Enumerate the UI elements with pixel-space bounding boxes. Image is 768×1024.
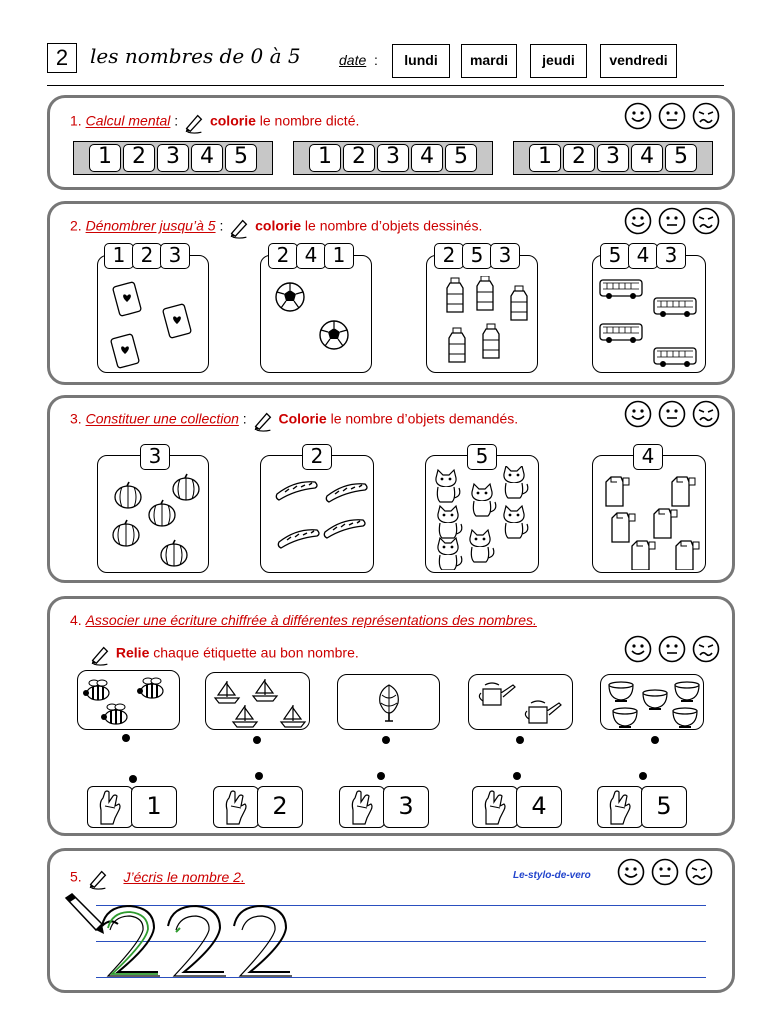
strip-number[interactable]: 2 [563,144,595,172]
hand-card-1 [87,786,177,828]
s1-rest: le nombre dicté. [259,112,360,129]
s4-instruction-2 [88,642,359,666]
strip-number[interactable]: 3 [597,144,629,172]
s4-title: Associer une écriture chiffrée à différentes représentations des nombres. [85,612,537,628]
s2-title: Dénombrer jusqu’à 5 [85,217,216,234]
baguette-icon [267,466,369,570]
smiley-happy-icon[interactable] [624,102,652,130]
s2-verb: colorie [255,217,302,234]
soccer-ball-icon [269,276,365,370]
hand-card-5 [597,786,687,828]
picture-card-bols [600,674,704,730]
header-divider [47,85,724,86]
sheet-title: les nombres de 0 à 5 [90,44,301,68]
strip-number[interactable]: 1 [89,144,121,172]
collection-card-bidons [592,455,706,573]
day-mardi[interactable]: mardi [461,44,517,78]
number-tag: 4 [633,444,663,470]
number-label: 2 [257,786,303,828]
s2-instruction [70,215,482,239]
number-tag[interactable]: 2 [434,243,464,269]
pencil-icon [251,408,275,432]
smiley-sad-icon[interactable] [692,102,720,130]
hand-box [472,786,518,828]
day-jeudi[interactable]: jeudi [530,44,587,78]
smiley-happy-icon[interactable] [624,635,652,663]
s1-smileys [624,102,720,130]
number-label: 4 [516,786,562,828]
strip-number[interactable]: 2 [123,144,155,172]
strip-number[interactable]: 4 [191,144,223,172]
date-colon: : [374,52,378,68]
link-dot[interactable] [253,736,261,744]
number-label: 5 [641,786,687,828]
smiley-sad-icon[interactable] [692,207,720,235]
link-dot[interactable] [129,775,137,783]
hand-one-finger-icon [93,788,127,826]
link-dot[interactable] [382,736,390,744]
s5-title: J’écris le nombre 2. [123,868,245,885]
jerry-can-icon [599,466,701,570]
s4-rest: chaque étiquette au bon nombre. [153,644,359,661]
strip-number[interactable]: 4 [411,144,443,172]
s3-colon: : [242,410,247,427]
collection-card-citrouilles [97,455,209,573]
tag-row [600,243,684,269]
s4-number: 4. [70,612,82,628]
s1-colon: : [174,112,179,129]
pencil-icon [182,110,206,134]
link-dot[interactable] [651,736,659,744]
number-strip-1 [73,141,273,175]
number-tag[interactable]: 2 [268,243,298,269]
number-tag[interactable]: 2 [132,243,162,269]
number-tag: 3 [140,444,170,470]
count-card-bus [592,255,706,373]
number-tag[interactable]: 5 [600,243,630,269]
bus-icon [597,274,703,370]
link-dot[interactable] [122,734,130,742]
number-tag: 5 [467,444,497,470]
number-tag[interactable]: 5 [462,243,492,269]
s3-smileys [624,400,720,428]
artichoke-icon [374,683,404,723]
strip-number[interactable]: 1 [529,144,561,172]
s5-instruction [70,866,245,890]
s4-instruction [70,612,537,628]
s1-number: 1. [70,112,82,129]
smiley-neutral-icon[interactable] [651,858,679,886]
tag-row [104,243,188,269]
strip-number[interactable]: 3 [377,144,409,172]
hand-three-fingers-icon [345,788,379,826]
picture-card-artichaut [337,674,440,730]
smiley-neutral-icon[interactable] [658,207,686,235]
count-card-bouteilles [426,255,538,373]
count-card-cartes [97,255,209,373]
s2-colon: : [219,217,224,234]
hand-box [213,786,259,828]
bottle-icon [435,276,531,370]
hand-card-2 [213,786,303,828]
strip-number[interactable]: 4 [631,144,663,172]
day-lundi[interactable]: lundi [392,44,450,78]
s5-smileys [617,858,713,886]
link-dot[interactable] [513,772,521,780]
collection-card-baguettes [260,455,374,573]
number-strip-3 [513,141,713,175]
number-tag[interactable]: 1 [104,243,134,269]
number-tag: 2 [302,444,332,470]
smiley-happy-icon[interactable] [624,400,652,428]
link-dot[interactable] [255,772,263,780]
hand-card-4 [472,786,562,828]
bee-icon [80,673,178,729]
s2-rest: le nombre d’objets dessinés. [304,217,483,234]
strip-number[interactable]: 2 [343,144,375,172]
smiley-neutral-icon[interactable] [658,102,686,130]
s3-verb: Colorie [278,410,327,427]
playing-card-icon [106,276,202,370]
smiley-neutral-icon[interactable] [658,400,686,428]
number-tag[interactable]: 3 [160,243,190,269]
smiley-sad-icon[interactable] [685,858,713,886]
count-card-ballons [260,255,372,373]
s3-number: 3. [70,410,82,427]
collection-card-chats [425,455,539,573]
smiley-sad-icon[interactable] [692,635,720,663]
smiley-neutral-icon[interactable] [658,635,686,663]
smiley-sad-icon[interactable] [692,400,720,428]
s4-smileys [624,635,720,663]
s4-verb: Relie [115,644,150,661]
sailboat-icon [210,675,308,729]
bowl-icon [605,677,703,729]
cat-icon [430,466,536,570]
strip-number[interactable]: 5 [665,144,697,172]
number-tag[interactable]: 4 [628,243,658,269]
picture-card-abeilles [77,670,180,730]
hand-card-3 [339,786,429,828]
s2-smileys [624,207,720,235]
s5-number: 5. [70,868,82,885]
s1-instruction [70,110,359,134]
pencil-icon [86,866,110,890]
s3-title: Constituer une collection [85,410,239,427]
smiley-happy-icon[interactable] [624,207,652,235]
sheet-number: 2 [47,43,77,73]
number-label: 3 [383,786,429,828]
number-tag[interactable]: 1 [324,243,354,269]
day-vendredi[interactable]: vendredi [600,44,677,78]
number-strip-2 [293,141,493,175]
date-label: date [339,52,367,68]
hand-two-fingers-icon [219,788,253,826]
tag-row [268,243,352,269]
pencil-icon [227,215,251,239]
hand-box [597,786,643,828]
strip-number[interactable]: 5 [445,144,477,172]
hand-four-fingers-icon [478,788,512,826]
smiley-happy-icon[interactable] [617,858,645,886]
strip-number[interactable]: 5 [225,144,257,172]
picture-card-bateaux [205,672,310,730]
link-dot[interactable] [377,772,385,780]
number-tag[interactable]: 3 [656,243,686,269]
pencil-icon [88,642,112,666]
s2-number: 2. [70,217,82,234]
number-tag[interactable]: 4 [296,243,326,269]
brand-signature: Le-stylo-de-vero [513,870,591,881]
link-dot[interactable] [516,736,524,744]
hand-box [339,786,385,828]
s3-rest: le nombre d’objets demandés. [330,410,519,427]
s1-title: Calcul mental [85,112,171,129]
tag-row [434,243,518,269]
hand-box [87,786,133,828]
number-tag[interactable]: 3 [490,243,520,269]
s1-verb: colorie [209,112,256,129]
hand-five-fingers-icon [603,788,637,826]
pumpkin-icon [104,466,204,570]
picture-card-arrosoirs [468,674,573,730]
link-dot[interactable] [639,772,647,780]
strip-number[interactable]: 1 [309,144,341,172]
number-label: 1 [131,786,177,828]
strip-number[interactable]: 3 [157,144,189,172]
trace-digit-two [96,902,306,980]
watering-can-icon [473,679,571,729]
s3-instruction [70,408,518,432]
